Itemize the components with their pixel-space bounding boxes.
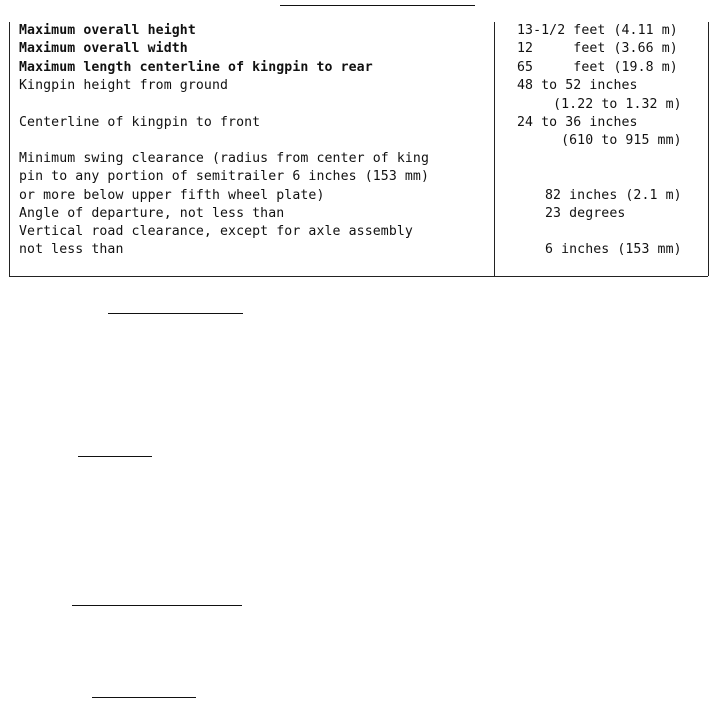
section-underline-4 bbox=[92, 697, 196, 698]
table-left-border bbox=[9, 22, 10, 276]
table-bottom-border bbox=[9, 276, 708, 277]
row-value-7: (610 to 915 mm) bbox=[545, 133, 682, 148]
row-label-2: Maximum overall width bbox=[19, 41, 188, 56]
row-value-4: 48 to 52 inches bbox=[517, 78, 638, 93]
row-value-5: (1.22 to 1.32 m) bbox=[537, 97, 682, 112]
row-label-7: pin to any portion of semitrailer 6 inches (153 mm) bbox=[19, 169, 430, 184]
heading-underline bbox=[280, 5, 475, 6]
section-underline-3 bbox=[72, 605, 242, 606]
row-label-10: Vertical road clearance, except for axle assembly bbox=[19, 224, 413, 239]
table-right-border bbox=[708, 22, 709, 276]
section-underline-2 bbox=[78, 456, 152, 457]
row-value-6: 24 to 36 inches bbox=[517, 115, 638, 130]
row-value-1: 13-1/2 feet (4.11 m) bbox=[517, 23, 678, 38]
row-value-9: 23 degrees bbox=[545, 206, 626, 221]
row-label-4: Kingpin height from ground bbox=[19, 78, 229, 93]
row-label-3: Maximum length centerline of kingpin to rear bbox=[19, 60, 373, 75]
section-underline-1 bbox=[108, 313, 243, 314]
row-value-3: 65 feet (19.8 m) bbox=[517, 60, 678, 75]
row-label-6: Minimum swing clearance (radius from center of king bbox=[19, 151, 430, 166]
row-label-1: Maximum overall height bbox=[19, 23, 196, 38]
row-value-2: 12 feet (3.66 m) bbox=[517, 41, 678, 56]
row-label-9: Angle of departure, not less than bbox=[19, 206, 285, 221]
row-label-8: or more below upper fifth wheel plate) bbox=[19, 188, 325, 203]
row-value-10: 6 inches (153 mm) bbox=[545, 242, 682, 257]
row-label-11: not less than bbox=[19, 242, 124, 257]
row-label-5: Centerline of kingpin to front bbox=[19, 115, 261, 130]
row-value-8: 82 inches (2.1 m) bbox=[545, 188, 682, 203]
table-divider bbox=[494, 22, 495, 276]
